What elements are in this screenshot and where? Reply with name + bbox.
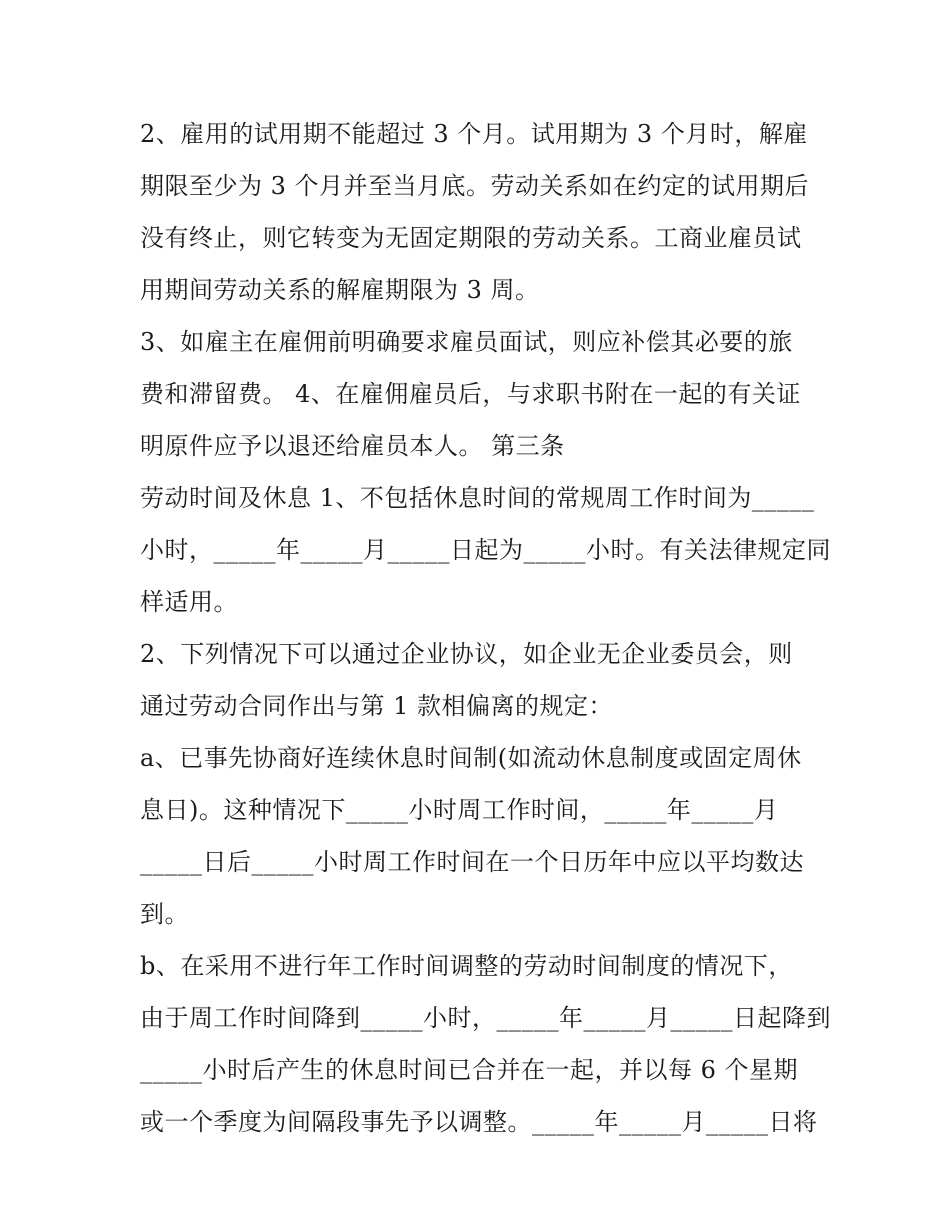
text-line: 2、雇用的试用期不能超过 3 个月。试用期为 3 个月时，解雇	[140, 120, 808, 148]
text-line: 由于周工作时间降到_____小时，_____年_____月_____日起降到	[140, 1004, 831, 1032]
text-line: b、在采用不进行年工作时间调整的劳动时间制度的情况下，	[140, 952, 793, 980]
text-line: 小时，_____年_____月_____日起为_____小时。有关法律规定同	[140, 536, 831, 564]
text-line: 或一个季度为间隔段事先予以调整。_____年_____月_____日将	[140, 1108, 818, 1136]
text-line: _____小时后产生的休息时间已合并在一起，并以每 6 个星期	[140, 1056, 799, 1084]
text-line: 通过劳动合同作出与第 1 款相偏离的规定：	[140, 692, 614, 720]
text-line: a、已事先协商好连续休息时间制(如流动休息制度或固定周休	[140, 744, 802, 772]
text-line: 费和滞留费。 4、在雇佣雇员后，与求职书附在一起的有关证	[140, 380, 801, 408]
text-line: 劳动时间及休息 1、不包括休息时间的常规周工作时间为_____	[140, 484, 815, 512]
text-line: 到。	[140, 900, 189, 928]
text-line: 明原件应予以退还给雇员本人。 第三条	[140, 432, 565, 460]
text-line: _____日后_____小时周工作时间在一个日历年中应以平均数达	[140, 848, 804, 876]
text-line: 用期间劳动关系的解雇期限为 3 周。	[140, 276, 540, 304]
text-line: 样适用。	[140, 588, 238, 616]
document-body	[140, 108, 831, 1148]
text-line: 息日)。这种情况下_____小时周工作时间，_____年_____月	[140, 796, 779, 824]
text-line: 2、下列情况下可以通过企业协议，如企业无企业委员会，则	[140, 640, 793, 668]
text-line: 期限至少为 3 个月并至当月底。劳动关系如在约定的试用期后	[140, 172, 810, 200]
text-line: 没有终止，则它转变为无固定期限的劳动关系。工商业雇员试	[140, 224, 802, 252]
text-line: 3、如雇主在雇佣前明确要求雇员面试，则应补偿其必要的旅	[140, 328, 793, 356]
